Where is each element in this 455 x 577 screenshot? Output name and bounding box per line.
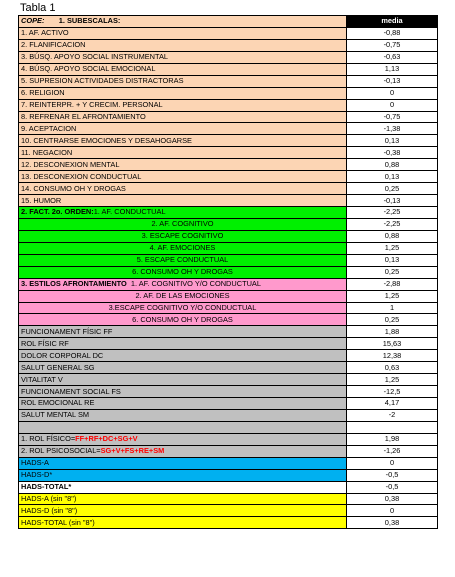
table-row (19, 39, 438, 51)
style-label: 6. CONSUMO OH Y DROGAS (19, 314, 347, 326)
subscale-value: 0,25 (347, 183, 438, 195)
table-row (19, 326, 438, 338)
table-row (19, 75, 438, 87)
subscale-label: 7. REINTERPR. + Y CRECIM. PERSONAL (19, 99, 347, 111)
hads-sin8-label: HADS-D (sin "8") (19, 505, 347, 517)
table-row (19, 135, 438, 147)
hads-sin8-label: HADS-A (sin "8") (19, 493, 347, 505)
factor-value: 1,25 (347, 242, 438, 254)
role-value: -1,26 (347, 445, 438, 457)
functioning-value: -12,5 (347, 386, 438, 398)
table-row (19, 302, 438, 314)
factor-label: 2. AF. COGNITIVO (19, 218, 347, 230)
subscale-value: -0,63 (347, 51, 438, 63)
functioning-label: FUNCIONAMENT FÍSIC FF (19, 326, 347, 338)
subscale-label: 8. REFRENAR EL AFRONTAMIENTO (19, 111, 347, 123)
hads-sin8-value: 0,38 (347, 493, 438, 505)
subscale-value: 1,13 (347, 63, 438, 75)
functioning-label: FUNCIONAMENT SOCIAL FS (19, 386, 347, 398)
factor-value: 0,25 (347, 266, 438, 278)
table-row (19, 290, 438, 302)
subscale-value: 0,13 (347, 171, 438, 183)
subscale-label: 2. FLANIFICACION (19, 39, 347, 51)
factor-first-label: 1. AF. CONDUCTUAL (93, 207, 166, 217)
subscale-label: 4. BÚSQ. APOYO SOCIAL EMOCIONAL (19, 63, 347, 75)
subscale-label: 5. SUPRESION ACTIVIDADES DISTRACTORAS (19, 75, 347, 87)
style-value: 1,25 (347, 290, 438, 302)
cope-header (19, 16, 347, 28)
table-row (19, 183, 438, 195)
table-row (19, 338, 438, 350)
table-row (19, 111, 438, 123)
table-row (19, 409, 438, 421)
factor-value: 0,13 (347, 254, 438, 266)
table-row (19, 266, 438, 278)
subscale-label: 13. DESCONEXION CONDUCTUAL (19, 171, 347, 183)
table-caption: Tabla 1 (20, 2, 56, 14)
subscale-label: 15. HUMOR (19, 195, 347, 207)
functioning-label: SALUT GENERAL SG (19, 362, 347, 374)
functioning-label: DOLOR CORPORAL DC (19, 350, 347, 362)
table-row (19, 505, 438, 517)
cope-label: COPE: (21, 16, 45, 26)
spacer-row (19, 421, 438, 433)
table-row (19, 242, 438, 254)
style-label (19, 278, 347, 290)
table-row (19, 230, 438, 242)
table-row (19, 207, 438, 219)
style-value: 1 (347, 302, 438, 314)
subscale-value: -0,13 (347, 195, 438, 207)
subscale-value: -0,13 (347, 75, 438, 87)
spacer-cell (19, 421, 347, 433)
table-row (19, 398, 438, 410)
style-label: 2. AF. DE LAS EMOCIONES (19, 290, 347, 302)
hads-value: -0,5 (347, 481, 438, 493)
subscale-label: 1. AF. ACTIVO (19, 27, 347, 39)
table-row (19, 362, 438, 374)
subscale-value: -0,75 (347, 111, 438, 123)
table-row (19, 445, 438, 457)
table-row (19, 278, 438, 290)
table-row (19, 51, 438, 63)
results-table (18, 15, 438, 529)
factor-value: 0,88 (347, 230, 438, 242)
role-label (19, 433, 347, 445)
functioning-label: ROL EMOCIONAL RE (19, 398, 347, 410)
subscale-label: 10. CENTRARSE EMOCIONES Y DESAHOGARSE (19, 135, 347, 147)
subscale-value: -1,38 (347, 123, 438, 135)
functioning-value: 0,63 (347, 362, 438, 374)
functioning-label: ROL FÍSIC RF (19, 338, 347, 350)
hads-value: -0,5 (347, 469, 438, 481)
table-row (19, 481, 438, 493)
hads-label: HADS-D* (19, 469, 347, 481)
table-row (19, 350, 438, 362)
subscale-value: 0 (347, 99, 438, 111)
table-row (19, 254, 438, 266)
style-value: 0,25 (347, 314, 438, 326)
hads-label: HADS-TOTAL* (19, 481, 347, 493)
factor-value: -2,25 (347, 207, 438, 219)
functioning-value: 12,38 (347, 350, 438, 362)
role-formula: FF+RF+DC+SG+V (75, 434, 138, 444)
table-row (19, 386, 438, 398)
factor-label (19, 207, 347, 219)
subscale-label: 3. BÚSQ. APOYO SOCIAL INSTRUMENTAL (19, 51, 347, 63)
table-row (19, 171, 438, 183)
factor-label: 6. CONSUMO OH Y DROGAS (19, 266, 347, 278)
factors-title: 2. FACT. 2o. ORDEN: (21, 207, 94, 217)
style-value: -2,88 (347, 278, 438, 290)
hads-sin8-label: HADS-TOTAL (sin "8") (19, 517, 347, 529)
functioning-value: 15,63 (347, 338, 438, 350)
subscale-value: -0,75 (347, 39, 438, 51)
functioning-value: 4,17 (347, 398, 438, 410)
table-row (19, 457, 438, 469)
table-row (19, 159, 438, 171)
table-row (19, 218, 438, 230)
table-row (19, 195, 438, 207)
role-prefix: 1. ROL FÍSICO= (21, 434, 76, 444)
media-header: media (347, 16, 438, 28)
subscale-label: 6. RELIGION (19, 87, 347, 99)
functioning-label: SALUT MENTAL SM (19, 409, 347, 421)
factor-label: 5. ESCAPE CONDUCTUAL (19, 254, 347, 266)
header-row (19, 16, 438, 28)
table-row (19, 374, 438, 386)
subscale-label: 9. ACEPTACION (19, 123, 347, 135)
table-row (19, 63, 438, 75)
functioning-value: -2 (347, 409, 438, 421)
functioning-value: 1,88 (347, 326, 438, 338)
table-row (19, 493, 438, 505)
subscale-label: 14. CONSUMO OH Y DROGAS (19, 183, 347, 195)
styles-title: 3. ESTILOS AFRONTAMIENTO (21, 279, 127, 289)
subscale-value: 0 (347, 87, 438, 99)
subscale-value: 0,13 (347, 135, 438, 147)
table-row (19, 147, 438, 159)
table-row (19, 469, 438, 481)
subscale-value: -0,38 (347, 147, 438, 159)
subscale-value: 0,88 (347, 159, 438, 171)
functioning-label: VITALITAT V (19, 374, 347, 386)
hads-value: 0 (347, 457, 438, 469)
style-label: 3.ESCAPE COGNITIVO Y/O CONDUCTUAL (19, 302, 347, 314)
subscale-label: 12. DESCONEXION MENTAL (19, 159, 347, 171)
table-row (19, 27, 438, 39)
factor-label: 3. ESCAPE COGNITIVO (19, 230, 347, 242)
hads-sin8-value: 0 (347, 505, 438, 517)
role-prefix: 2. ROL PSICOSOCIAL= (21, 446, 101, 456)
table-row (19, 99, 438, 111)
role-formula: SG+V+FS+RE+SM (100, 446, 165, 456)
table-row (19, 314, 438, 326)
functioning-value: 1,25 (347, 374, 438, 386)
table-row (19, 433, 438, 445)
style-first-label: 1. AF. COGNITIVO Y/O CONDUCTUAL (130, 279, 261, 289)
factor-label: 4. AF. EMOCIONES (19, 242, 347, 254)
spacer-cell (347, 421, 438, 433)
role-value: 1,98 (347, 433, 438, 445)
subscales-heading: 1. SUBESCALAS: (58, 16, 121, 26)
hads-sin8-value: 0,38 (347, 517, 438, 529)
factor-value: -2,25 (347, 218, 438, 230)
table-row (19, 517, 438, 529)
subscale-label: 11. NEGACION (19, 147, 347, 159)
table-row (19, 123, 438, 135)
subscale-value: -0,88 (347, 27, 438, 39)
table-row (19, 87, 438, 99)
role-label (19, 445, 347, 457)
hads-label: HADS-A (19, 457, 347, 469)
